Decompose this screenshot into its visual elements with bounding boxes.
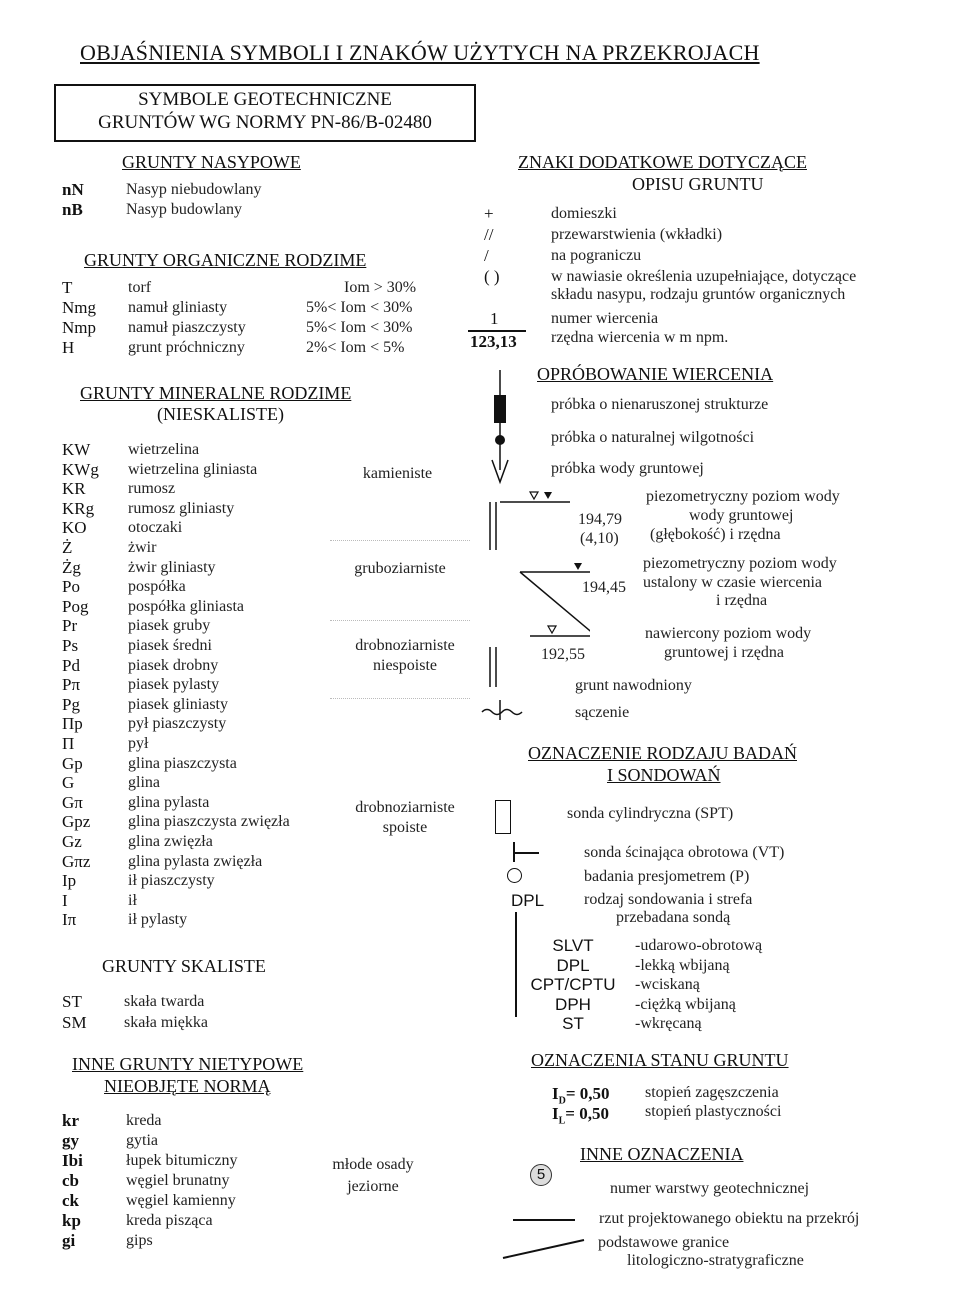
sounding-desc: -ciężką wbijaną	[635, 995, 736, 1013]
soil-code: KO	[62, 518, 87, 538]
mark-desc: na pograniczu	[551, 247, 642, 264]
sounding-desc: -udarowo-obrotową	[635, 937, 763, 954]
drilled-water-line2: gruntowej i rzędna	[664, 644, 784, 661]
sounding-desc: -wkręcaną	[635, 1015, 702, 1032]
soil-code: Ż	[62, 538, 73, 557]
soil-desc: piasek gliniasty	[128, 695, 228, 713]
soil-code: cb	[62, 1171, 79, 1190]
mineralne-heading: GRUNTY MINERALNE RODZIME	[80, 383, 352, 403]
sample-moisture-desc: próbka o naturalnej wilgotności	[551, 429, 755, 446]
mark-symbol: ( )	[484, 267, 500, 286]
soil-desc: piasek gruby	[128, 617, 211, 635]
presjometr-symbol	[507, 868, 522, 883]
soil-code: H	[62, 338, 75, 357]
soil-desc: piasek średni	[128, 637, 212, 654]
projection-line-symbol	[513, 1219, 575, 1221]
soil-code: Nmg	[62, 298, 96, 317]
soil-code: Pr	[62, 616, 78, 636]
organic-content-range: 5%< Iom < 30%	[306, 299, 413, 316]
soil-desc: ił	[128, 891, 137, 909]
soil-desc: gytia	[126, 1132, 158, 1149]
organic-content-range: 5%< Iom < 30%	[306, 319, 413, 336]
mark-symbol: +	[484, 204, 494, 223]
sample-undisturbed-desc: próbka o nienaruszonej strukturze	[551, 396, 769, 413]
geotechnical-symbols-box	[54, 84, 476, 142]
group-divider	[330, 698, 470, 699]
organic-content-range: Iom > 30%	[344, 279, 417, 296]
znaki-paren-cont: składu nasypu, rodzaju gruntów organicznych	[551, 286, 846, 303]
bore-elevation-desc: rzędna wiercenia w m npm.	[551, 329, 729, 346]
sounding-code: SLVT	[552, 936, 594, 955]
group-kamieniste: kamieniste	[362, 465, 433, 482]
piezo2-line3: i rzędna	[716, 592, 768, 609]
spt-desc: sonda cylindryczna (SPT)	[567, 805, 734, 822]
soil-desc: skała twarda	[124, 993, 205, 1010]
soil-desc: Nasyp budowlany	[126, 201, 242, 218]
layer-number-desc: numer warstwy geotechnicznej	[610, 1180, 810, 1197]
soil-desc: torf	[128, 279, 152, 296]
soil-desc: glina pylasta	[128, 793, 210, 811]
sample-water-desc: próbka wody gruntowej	[551, 460, 704, 477]
inne-heading: INNE OZNACZENIA	[580, 1144, 744, 1164]
dpl-symbol: DPL	[511, 891, 545, 910]
soil-code: gi	[62, 1231, 76, 1250]
group-divider	[330, 540, 470, 541]
seepage-desc: sączenie	[575, 704, 630, 721]
soil-desc: wietrzelina	[128, 441, 200, 458]
mark-desc: w nawiasie określenia uzupełniające, dotyczące	[551, 268, 857, 285]
mineralne-subheading: (NIESKALISTE)	[157, 404, 284, 424]
soil-desc: rumosz	[128, 480, 176, 498]
soil-desc: gips	[126, 1232, 153, 1249]
il-value	[552, 1104, 609, 1126]
sounding-code: DPL	[556, 955, 590, 975]
soil-desc: grunt próchniczny	[128, 339, 245, 356]
il-number: = 0,50	[565, 1104, 609, 1123]
soil-code: Gπz	[62, 851, 91, 871]
vt-desc: sonda ścinająca obrotowa (VT)	[584, 844, 785, 861]
soil-code: Pog	[62, 596, 89, 616]
soil-code: gy	[62, 1131, 79, 1150]
soil-code: KRg	[62, 498, 95, 518]
sounding-desc: -wciskaną	[635, 976, 700, 993]
soil-desc: pospółka	[128, 578, 186, 596]
piezo1-line3: (głębokość) i rzędna	[650, 526, 781, 543]
znaki-heading-2: OPISU GRUNTU	[632, 174, 764, 194]
soil-desc: kreda	[126, 1112, 162, 1129]
presjometr-desc: badania presjometrem (P)	[584, 868, 750, 885]
vt-symbol-bar	[513, 852, 539, 854]
soil-desc: glina	[128, 774, 160, 792]
badania-heading-2: I SONDOWAŃ	[607, 765, 721, 785]
soil-desc: rumosz gliniasty	[128, 499, 235, 517]
soil-code: SM	[62, 1013, 87, 1032]
boundary-line-symbol	[500, 1234, 590, 1264]
group-drobno-spoiste-2: spoiste	[382, 819, 428, 836]
group-drobno-niespoiste-1: drobnoziarniste	[355, 637, 455, 654]
soil-desc: kreda pisząca	[126, 1212, 213, 1229]
soil-code: Pd	[62, 655, 80, 675]
soil-code: I	[62, 890, 68, 910]
soil-code: kr	[62, 1111, 79, 1130]
soil-desc: glina piaszczysta zwięzła	[128, 813, 290, 831]
group-jeziorne: jeziorne	[347, 1178, 399, 1195]
soil-desc: wietrzelina gliniasta	[128, 460, 258, 478]
soil-code: nN	[62, 180, 84, 199]
sounding-code: CPT/CPTU	[530, 975, 616, 994]
page-title: OBJAŚNIENIA SYMBOLI I ZNAKÓW UŻYTYCH NA PRZEKROJACH	[80, 40, 760, 65]
projection-desc: rzut projektowanego obiektu na przekrój	[599, 1210, 860, 1227]
soil-code: Ibi	[62, 1151, 83, 1170]
soil-code: G	[62, 773, 75, 793]
piezo2-line1: piezometryczny poziom wody	[643, 555, 837, 572]
il-desc: stopień plastyczności	[645, 1103, 782, 1120]
nietypowe-heading: INNE GRUNTY NIETYPOWE	[72, 1054, 304, 1074]
soil-desc: węgiel kamienny	[126, 1192, 236, 1209]
soil-code: Π	[62, 734, 75, 753]
stan-heading: OZNACZENIA STANU GRUNTU	[531, 1050, 789, 1070]
soil-code: Πp	[62, 714, 83, 734]
soil-desc: ił piaszczysty	[128, 872, 215, 890]
piezo1-line1: piezometryczny poziom wody	[646, 488, 840, 505]
mark-desc: domieszki	[551, 205, 617, 222]
id-desc: stopień zagęszczenia	[645, 1084, 779, 1101]
sounding-code: DPH	[555, 994, 591, 1014]
drilled-water-value: 192,55	[541, 646, 585, 663]
soil-code: nB	[62, 200, 83, 219]
boundary-desc-2: litologiczno-stratygraficzne	[627, 1252, 804, 1269]
soil-code: ST	[62, 992, 82, 1011]
soil-code: Ip	[62, 871, 77, 891]
soil-desc: pospółka gliniasta	[128, 597, 244, 615]
mark-symbol: /	[484, 246, 489, 265]
znaki-heading: ZNAKI DODATKOWE DOTYCZĄCE	[518, 152, 807, 172]
geo-box-line2: GRUNTÓW WG NORMY PN-86/B-02480	[98, 112, 432, 133]
soil-code: Nmp	[62, 318, 96, 337]
piezo2-value: 194,45	[582, 579, 626, 596]
soil-code: Gp	[62, 753, 83, 773]
nietypowe-heading-2: NIEOBJĘTE NORMĄ	[104, 1076, 271, 1096]
soil-code: Po	[62, 577, 80, 597]
organiczne-heading: GRUNTY ORGANICZNE RODZIME	[84, 250, 367, 270]
soil-desc: glina pylasta zwięzła	[128, 852, 263, 870]
soil-desc: namuł gliniasty	[128, 299, 228, 316]
layer-number-badge: 5	[530, 1164, 552, 1186]
mark-desc: przewarstwienia (wkładki)	[551, 226, 723, 243]
mark-symbol: //	[484, 225, 494, 244]
id-subscript: D	[558, 1095, 566, 1107]
nasypowe-heading: GRUNTY NASYPOWE	[122, 152, 301, 172]
sounding-code: ST	[562, 1014, 584, 1033]
sounding-desc: -lekką wbijaną	[635, 956, 730, 974]
soil-desc: węgiel brunatny	[126, 1172, 230, 1189]
boundary-desc-1: podstawowe granice	[598, 1234, 730, 1251]
piezo1-line2: wody gruntowej	[689, 507, 794, 524]
soil-desc: pył piaszczysty	[128, 715, 227, 733]
sampling-symbols	[470, 360, 590, 730]
dpl-zone-line	[515, 912, 517, 1017]
soil-desc: skała miękka	[124, 1014, 208, 1031]
soil-code: KW	[62, 440, 91, 459]
soil-desc: otoczaki	[128, 519, 183, 537]
group-drobno-spoiste-1: drobnoziarniste	[355, 799, 455, 816]
soil-desc: ił pylasty	[128, 911, 188, 929]
oprobowanie-heading: OPRÓBOWANIE WIERCENIA	[537, 364, 774, 384]
geo-box-line1: SYMBOLE GEOTECHNICZNE	[138, 89, 392, 110]
soil-code: KR	[62, 479, 86, 499]
soil-desc: żwir	[128, 539, 157, 556]
group-mlode-osady: młode osady	[332, 1156, 414, 1173]
soil-desc: glina piaszczysta	[128, 754, 237, 772]
spt-symbol	[495, 800, 511, 834]
soil-code: T	[62, 278, 73, 297]
soil-desc: piasek drobny	[128, 656, 219, 674]
soil-code: ck	[62, 1191, 79, 1210]
soil-code: Gz	[62, 832, 82, 851]
soil-code: Gpz	[62, 812, 91, 832]
soil-code: KWg	[62, 459, 99, 479]
piezo2-line2: ustalony w czasie wiercenia	[643, 574, 823, 591]
id-number: = 0,50	[565, 1084, 610, 1103]
organic-content-range: 2%< Iom < 5%	[306, 339, 405, 356]
soil-code: Gπ	[62, 792, 83, 812]
bore-elevation: 123,13	[470, 332, 517, 351]
dpl-desc-1: rodzaj sondowania i strefa	[584, 891, 753, 908]
badania-heading: OZNACZENIE RODZAJU BADAŃ	[528, 743, 797, 763]
il-symbol: I	[552, 1104, 559, 1123]
piezo1-value: 194,79	[578, 511, 622, 528]
soil-desc: glina zwięzła	[128, 833, 213, 850]
soil-desc: namuł piaszczysty	[128, 319, 246, 336]
bore-number: 1	[490, 309, 499, 328]
soil-desc: Nasyp niebudowlany	[126, 181, 262, 198]
soil-code: Ps	[62, 636, 79, 655]
soil-desc: pył	[128, 735, 149, 752]
soil-code: Iπ	[62, 910, 77, 930]
soil-desc: żwir gliniasty	[128, 558, 216, 576]
bore-number-desc: numer wiercenia	[551, 310, 659, 327]
soil-desc: piasek pylasty	[128, 676, 220, 694]
soil-desc: łupek bitumiczny	[126, 1152, 238, 1169]
soil-code: Pπ	[62, 675, 81, 695]
saturated-desc: grunt nawodniony	[575, 677, 692, 694]
dpl-desc-2: przebadana sondą	[616, 909, 731, 926]
id-symbol: I	[552, 1084, 559, 1103]
soil-code: Żg	[62, 557, 81, 577]
group-divider	[330, 620, 470, 621]
group-gruboziarniste: gruboziarniste	[354, 560, 446, 577]
skaliste-heading: GRUNTY SKALISTE	[102, 956, 266, 976]
soil-code: kp	[62, 1211, 81, 1230]
il-subscript: L	[558, 1115, 566, 1127]
group-drobno-niespoiste-2: niespoiste	[373, 657, 437, 674]
drilled-water-line1: nawiercony poziom wody	[645, 625, 812, 642]
soil-code: Pg	[62, 694, 80, 714]
piezo1-depth: (4,10)	[580, 530, 619, 547]
